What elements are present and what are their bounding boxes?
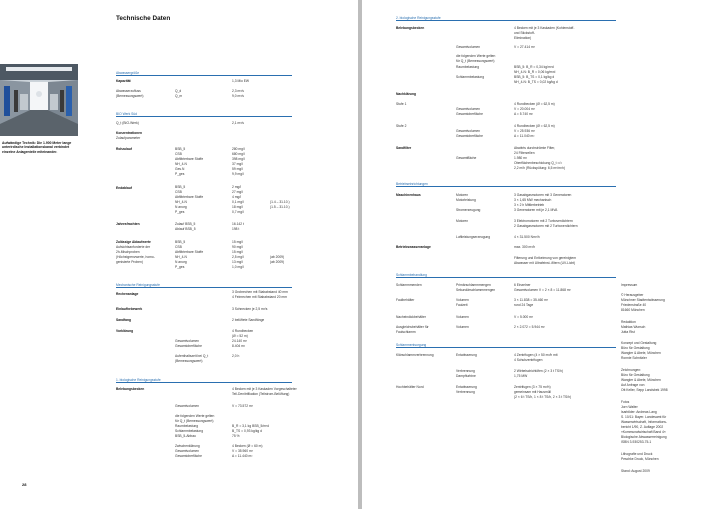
spec-text: V = 35.960 m³	[232, 449, 253, 453]
spec-text: Ott Keller, Sepp Landsbek 1998	[621, 388, 668, 392]
spec-text: Luftleistungserzeugung	[456, 235, 491, 239]
spec-text: (Ø = 52 m)	[232, 334, 248, 338]
spec-text: Verbrennung	[456, 369, 475, 373]
spec-text: 3 Elektromotoren mit 2 Turboverdichtern	[514, 219, 573, 223]
spec-text: Stufe 2	[396, 124, 407, 128]
spec-text: V = 5.000 m³	[514, 315, 533, 319]
spec-label: Nachklärung	[396, 92, 416, 96]
spec-text: Oberflächenbeschickung Q_t =/=	[514, 161, 563, 165]
spec-text: 3 × 2 h Mittlerbetrieb	[514, 203, 545, 207]
spec-text: Abwasserzufluss	[116, 89, 141, 93]
spec-text: Wasserwirtschaft, Informations-	[621, 420, 668, 424]
section-rule	[396, 277, 616, 278]
spec-label: Endablauf	[116, 186, 132, 190]
spec-text: 3 Grobrechen mit Stababstand 40 mm	[232, 290, 288, 294]
spec-text: Peschke Druck, München	[621, 457, 659, 461]
section-heading: 2. biologische Reinigungsstufe	[396, 16, 441, 20]
spec-text: Fotos	[621, 400, 630, 404]
spec-text: 4 Becken mit je 3 Kaskaden (Kohlenstoff-	[514, 26, 575, 30]
spec-text: Ausgleichsbehälter für	[396, 325, 429, 329]
spec-text: Gesamtvolumen	[175, 404, 200, 408]
spec-text: 9,0 m³/s	[232, 94, 244, 98]
spec-text: 280 mg/l	[232, 147, 245, 151]
spec-text: max. 300 m³/h	[514, 245, 536, 249]
spec-text: Zwischenklärung	[175, 444, 200, 448]
spec-label: Konzentrationen	[116, 131, 143, 135]
spec-text: Schlammbelastung	[175, 429, 204, 433]
spec-text: Hochbehälter Nord	[396, 385, 424, 389]
spec-text: Stromerzeugung	[456, 208, 481, 212]
spec-text: © Herausgeber	[621, 293, 644, 297]
spec-text: Gesamtvolumen	[456, 45, 481, 49]
spec-text: NH_4-N: B_TS = 0,02 kg/kg d	[514, 80, 558, 84]
spec-text: 2h-Mischproben	[116, 250, 140, 254]
spec-text: 18 mg/l	[232, 205, 243, 209]
section-heading: Betriebseinrichtungen	[396, 182, 428, 186]
spec-label: Rechenanlage	[116, 292, 139, 296]
spec-text: Sekundärschlammmengen	[456, 288, 496, 292]
sewage-plant-photo	[0, 64, 78, 136]
spec-text: V = 73.572 m³	[232, 404, 253, 408]
section-heading: BIO Werk Süd	[116, 112, 138, 116]
section-rule	[396, 20, 616, 21]
left-page	[0, 0, 358, 509]
spec-text: BSB_5	[175, 240, 186, 244]
spec-text: Gesamtvolumen	[456, 129, 481, 133]
spec-label: Einlaufhebewerk	[116, 307, 143, 311]
section-heading: Abwassergröße	[116, 71, 140, 75]
spec-text: Ablauf BSB_5	[175, 227, 196, 231]
spec-text: 4 Becken (Ø = 60 m)	[232, 444, 263, 448]
spec-text: S. 10/11: Bayer. Landesamt für	[621, 415, 667, 419]
spec-text: CSB	[175, 152, 182, 156]
spec-text: (Höchstgrenzwerte, homo-	[116, 255, 155, 259]
spec-text: 1,0 mg/l	[232, 265, 244, 269]
page-title: Technische Daten	[116, 15, 171, 22]
spec-text: Wangler & Abele, München	[621, 378, 661, 382]
spec-text: 2,1 m³/s	[232, 121, 244, 125]
section-heading: Mechanische Reinigungsstufe	[116, 283, 160, 287]
spec-text: CSB	[175, 245, 182, 249]
spec-text: Konzept und Gestaltung	[621, 341, 657, 345]
spec-text: 680 mg/l	[232, 152, 245, 156]
spec-text: Gesamtvolumen	[175, 339, 200, 343]
spec-text: die folgenden Werte gelten	[175, 414, 215, 418]
section-rule	[116, 116, 292, 117]
photo-caption: Aufwändige Technik: Die 1.900 Meter lange unterirdische Installationskanal verbindet einzelne Anlagenteile miteinander.	[2, 141, 72, 154]
page-number: 28	[22, 482, 27, 487]
spec-text: Verbrennung	[456, 390, 475, 394]
spec-label: Sandfilter	[396, 146, 412, 150]
spec-text: (1.4 – 31.10.)	[270, 200, 290, 204]
spec-text: 3 Schnecken je 2,5 m³/s	[232, 307, 268, 311]
spec-text: (2 × 6 t TS/h, 1 × 8 t TS/h, 2 × 3 t TS/h)	[514, 395, 572, 399]
spec-text: Raumbelastung	[175, 424, 199, 428]
spec-text: 4 × 31.500 Nm³/h	[514, 235, 540, 239]
spec-text: Zeichnungen:	[621, 368, 641, 372]
spec-text: Volumen	[456, 298, 469, 302]
spec-text: 4 Rundbecken (Ø = 62,5 m)	[514, 102, 555, 106]
spec-label: Sandfang	[116, 318, 132, 322]
spec-text: 2 mg/l	[232, 185, 241, 189]
spec-text: V = 25.936 m³	[514, 129, 535, 133]
spec-text: Gesamtoberfläche	[456, 112, 483, 116]
spec-text: Gesamtoberfläche	[175, 344, 202, 348]
spec-text: rund 24 Tage	[514, 303, 534, 307]
spec-text: Gesamtoberfläche	[175, 454, 202, 458]
spec-text: NH_4-N	[175, 255, 187, 259]
spec-text: N anorg	[175, 205, 187, 209]
spec-text: 13 mg/l	[232, 260, 243, 264]
spec-text: Raumbelastung	[456, 65, 480, 69]
spec-text: Abfiltrierbare Stoffe	[175, 250, 204, 254]
spec-text: Mathias Wunsch	[621, 325, 646, 329]
spec-text: Volumen	[456, 315, 469, 319]
spec-label: Vorklärung	[116, 329, 134, 333]
spec-text: 9,9 mg/l	[232, 172, 244, 176]
spec-text: Entwässerung	[456, 353, 477, 357]
spec-text: bericht 1/90, Z. Auflage 2002	[621, 425, 664, 429]
spec-text: A = 11.040 m²	[514, 134, 535, 138]
spec-text: Primärschlammmengen	[456, 283, 491, 287]
spec-text: 3 × 11.838 = 35.460 m³	[514, 298, 549, 302]
spec-text: Abfiltrierbare Stoffe	[175, 195, 204, 199]
spec-text: 90 mg/l	[232, 245, 243, 249]
spec-text: Aufenthaltszeit bei Q_t	[175, 354, 209, 358]
spec-text: 4 mg/l	[232, 195, 241, 199]
spec-text: Dampfturbine	[456, 374, 476, 378]
spec-text: Stand: August 2009	[621, 469, 650, 473]
spec-text: gemeinsam mit Hausmüll	[514, 390, 552, 394]
spec-text: 59 mg/l	[232, 167, 243, 171]
section-heading: 1. biologische Reinigungsstufe	[116, 378, 161, 382]
plant-interior-image	[0, 64, 78, 136]
spec-text: N anorg	[175, 260, 187, 264]
spec-text: Filterung und Entkeimung von gereinigtem	[514, 256, 576, 260]
section-rule	[116, 75, 292, 76]
spec-text: Motoren	[456, 219, 469, 223]
spec-text: Q_d	[175, 89, 182, 93]
spec-text: Impressum	[621, 283, 638, 287]
spec-text: 37 mg/l	[232, 162, 243, 166]
spec-text: Ges.N	[175, 167, 185, 171]
spec-text: 2,3 m³/s	[232, 89, 244, 93]
spec-text: NH_4-N	[175, 162, 187, 166]
spec-text: 15 mg/l	[232, 240, 243, 244]
spec-text: Abwasser mit Ultrafeinst.-filtern (UV-Licht)	[514, 261, 576, 265]
spec-label: Betriebswasseranlage	[396, 245, 431, 249]
spec-text: Jorn Walter	[621, 405, 638, 409]
spec-text: 0,7 mg/l	[232, 210, 244, 214]
spec-text: Büro für Gestaltung	[621, 373, 650, 377]
spec-text: 2 Wirbelschichtöfen (2 × 3 t TS/h)	[514, 369, 563, 373]
spec-text: 3 × 1,65 MW mechanisch	[514, 198, 552, 202]
spec-text: Q_m	[175, 94, 183, 98]
spec-text: 4 Becken mit je 3 Kaskaden Vorgeschalteter	[232, 387, 297, 391]
spec-text: 24 Filterzellen	[514, 151, 535, 155]
section-rule	[116, 287, 292, 288]
spec-text: 2 Gasabgasmotoren mit 2 Turboverdichtern	[514, 224, 578, 228]
spec-text: Abwärts durchströmte Filter,	[514, 146, 556, 150]
spec-text: P_ges	[175, 210, 185, 214]
spec-text: NH_4-N: B_R = 0,06 kg/m³d	[514, 70, 556, 74]
spec-text: 4 Rundbecken	[232, 329, 254, 333]
spec-text: 4 Rundbecken (Ø = 62,5 m)	[514, 124, 555, 128]
spec-text: Wangler & Abele, München	[621, 351, 661, 355]
spec-text: V = 27.414 m³	[514, 45, 535, 49]
spec-text: A = 5.740 m²	[514, 112, 533, 116]
spec-text: Volumen	[456, 325, 469, 329]
spec-text: BSB_5	[175, 147, 186, 151]
spec-text: Friedenstraße 40	[621, 303, 647, 307]
spec-text: BSB_5: B_TS = 0,1 kg/kg d	[514, 75, 555, 79]
spec-text: 6 Einzelner	[514, 283, 531, 287]
spec-text: Nacheindickbehälter	[396, 315, 426, 319]
spec-text: P_ges	[175, 265, 185, 269]
spec-text: Motorleistung	[456, 198, 476, 202]
spec-text: Redaktion	[621, 320, 636, 324]
spec-text: ISBN 3-930253-75-1	[621, 440, 652, 444]
spec-text: Motoren	[456, 193, 469, 197]
spec-text: (Bemessungswert)	[175, 359, 203, 363]
spec-text: 198 t	[232, 227, 240, 231]
spec-text: 4 Zentrifugen (4 × 50 m³/h mit	[514, 353, 558, 357]
spec-text: CSB	[175, 190, 182, 194]
spec-text: V = 20.004 m³	[514, 107, 535, 111]
spec-text: Jutta Rist	[621, 330, 635, 334]
spec-label: Belebungsbecken	[396, 26, 425, 30]
spec-text: Klärschlammverbrennung	[396, 353, 434, 357]
spec-text: Gesamtvolumen V = 2 × 8 = 11.868 m³	[514, 288, 571, 292]
spec-text: 1,75 MW	[514, 374, 528, 378]
spec-text: 81660 München	[621, 308, 645, 312]
spec-text: 3 Generatoren mit je 2,1 MVA	[514, 208, 558, 212]
section-rule	[116, 382, 292, 383]
spec-text: 2,2 m/h (Rückspülung: 6,5 m³/m²h)	[514, 166, 565, 170]
spec-text: Ronnie Schnitzler	[621, 356, 647, 360]
spec-text: 4 Feinrechen mit Stababstand 20 mm	[232, 295, 287, 299]
spec-text: Elimination)	[514, 36, 532, 40]
spec-text: BSB_5	[175, 185, 186, 189]
spec-text: die folgenden Werte gelten	[456, 54, 496, 58]
spec-text: Münchner Stadtentwässerung	[621, 298, 665, 302]
section-rule	[396, 186, 616, 187]
spec-text: und Stickstoff-	[514, 31, 535, 35]
spec-text: 16.142 t	[232, 222, 244, 226]
spec-text: Schlammbelastung	[456, 75, 485, 79]
section-heading: Schlammentsorgung	[396, 343, 427, 347]
spec-text: Faulzeit	[456, 303, 468, 307]
spec-text: 8.404 m²	[232, 344, 246, 348]
section-heading: Schlammbehandlung	[396, 273, 427, 277]
spec-text: genisierte Proben)	[116, 260, 143, 264]
spec-text: 15 mg/l	[232, 250, 243, 254]
spec-text: Entwässerung	[456, 385, 477, 389]
spec-text: Gesamtvolumen	[456, 107, 481, 111]
spec-text: 4 Schubzentrifugen	[514, 358, 543, 362]
spec-text: NH_4-N	[175, 200, 187, 204]
spec-text: 0,1 mg/l	[232, 200, 244, 204]
spec-text: (ab 2009)	[270, 255, 285, 259]
right-page	[362, 0, 720, 509]
spec-text: »Kommunalwirtschaft Band 4«	[621, 430, 666, 434]
spec-text: 398 mg/l	[232, 157, 245, 161]
spec-text: Faulbehälter	[396, 298, 415, 302]
spec-text: 1,3 Mio EW	[232, 79, 250, 83]
spec-label: Maschinenhaus	[396, 193, 421, 197]
spec-text: 1.980 m²	[514, 156, 528, 160]
spec-label: Zulässige Ablaufwerte	[116, 240, 151, 244]
spec-label: Kapazität	[116, 79, 131, 83]
spec-text: A = 11.440 m²	[232, 454, 253, 458]
spec-text: 2 belüftete Sandfänge	[232, 318, 265, 322]
spec-text: 27 mg/l	[232, 190, 243, 194]
spec-text: Gesamtoberfläche	[456, 134, 483, 138]
spec-text: Isarbilder: Andreas Lang	[621, 410, 657, 414]
spec-text: P_ges	[175, 172, 185, 176]
spec-text: 2,5 mg/l	[232, 255, 244, 259]
spec-text: Büro für Gestaltung	[621, 346, 650, 350]
spec-text: B_TS = 0,93 kg/kg d	[232, 429, 262, 433]
spec-text: Zulauf BSB_5	[175, 222, 196, 226]
spec-text: 3 Gasabgasmotoren mit 3 Generatoren	[514, 193, 572, 197]
spec-text: 2,0 h	[232, 354, 240, 358]
spec-text: Schlammmenden	[396, 283, 422, 287]
spec-text: Auf Anfrage von	[621, 383, 645, 387]
spec-text: B_R = 3,1 kg BSB_5/m³d	[232, 424, 269, 428]
spec-label: Jahresfrachten	[116, 222, 140, 226]
spec-text: Zentrifugen (3 × 75 m³/h)	[514, 385, 551, 389]
spec-text: Biologische Abwasserreinigung	[621, 435, 667, 439]
spec-text: für Q_t (Bemessungswert)	[175, 419, 214, 423]
spec-text: 24.140 m³	[232, 339, 247, 343]
spec-text: Gesamtvolumen	[175, 449, 200, 453]
spec-text: Zulaufparameter	[116, 136, 141, 140]
spec-text: Teil-Denitrifikation (Teilstrom-Belüftung)	[232, 392, 290, 396]
spec-label: Rohzulauf	[116, 147, 132, 151]
spec-text: (1.5 – 31.10.)	[270, 205, 290, 209]
spec-text: Faulschlamm	[396, 330, 416, 334]
spec-text: Abfiltrierbare Stoffe	[175, 157, 204, 161]
spec-text: Stufe 1	[396, 102, 407, 106]
spec-text: Gesamtfläche	[456, 156, 477, 160]
spec-text: (ab 2009)	[270, 260, 285, 264]
spec-text: Lithografie und Druck	[621, 452, 653, 456]
spec-text: Q_t (BIO-Werk)	[116, 121, 139, 125]
spec-text: (Bemessungswert)	[116, 94, 144, 98]
spec-text: 75 %	[232, 434, 240, 438]
spec-text: Aufsichtsanforderte der	[116, 245, 151, 249]
spec-text: 2 × 2.072 = 5.944 m³	[514, 325, 545, 329]
spec-text: für Q_t (Bemessungswert)	[456, 59, 495, 63]
section-rule	[396, 347, 616, 348]
spec-text: BSB_5: B_R = 0,34 kg/m³d	[514, 65, 554, 69]
spec-text: BSB_5-Abbau	[175, 434, 196, 438]
spec-label: Belebungsbecken	[116, 387, 145, 391]
